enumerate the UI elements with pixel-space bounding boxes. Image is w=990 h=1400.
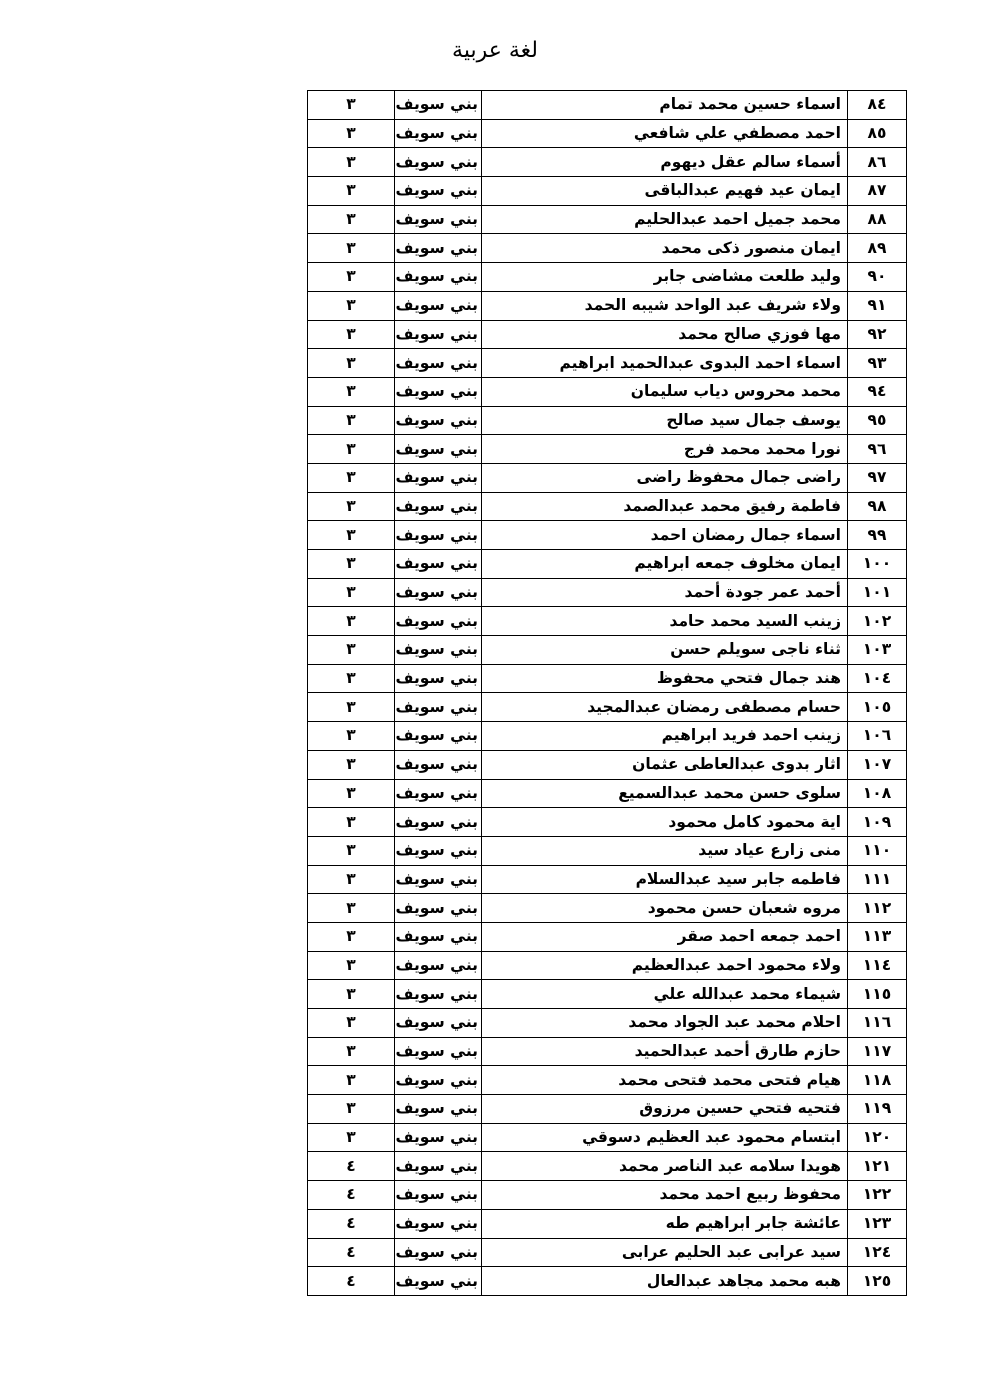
table-row bbox=[308, 521, 907, 550]
governorate: بني سويف bbox=[395, 1181, 482, 1210]
person-name: هويدا سلامه عبد الناصر محمد bbox=[482, 1152, 848, 1181]
person-name: حازم طارق أحمد عبدالحميد bbox=[482, 1037, 848, 1066]
person-name: اسماء حسين محمد تمام bbox=[482, 91, 848, 120]
person-name: شيماء محمد عبدالله علي bbox=[482, 980, 848, 1009]
governorate: بني سويف bbox=[395, 865, 482, 894]
person-name: ولاء محمود احمد عبدالعظيم bbox=[482, 951, 848, 980]
table-row bbox=[308, 1209, 907, 1238]
governorate: بني سويف bbox=[395, 1009, 482, 1038]
level-value: ٣ bbox=[308, 148, 395, 177]
person-name: ايمان منصور ذكى محمد bbox=[482, 234, 848, 263]
row-number: ١١٢ bbox=[848, 894, 907, 923]
person-name: اية محمود كامل محمود bbox=[482, 808, 848, 837]
table-row bbox=[308, 578, 907, 607]
governorate: بني سويف bbox=[395, 980, 482, 1009]
row-number: ١٠١ bbox=[848, 578, 907, 607]
governorate: بني سويف bbox=[395, 263, 482, 292]
governorate: بني سويف bbox=[395, 291, 482, 320]
governorate: بني سويف bbox=[395, 722, 482, 751]
person-name: ايمان مخلوف جمعه ابراهيم bbox=[482, 550, 848, 579]
row-number: ١٠٠ bbox=[848, 550, 907, 579]
row-number: ٩٤ bbox=[848, 377, 907, 406]
person-name: ايمان عيد فهيم عبدالباقى bbox=[482, 177, 848, 206]
level-value: ٣ bbox=[308, 119, 395, 148]
row-number: ١٠٨ bbox=[848, 779, 907, 808]
row-number: ٨٤ bbox=[848, 91, 907, 120]
level-value: ٣ bbox=[308, 406, 395, 435]
level-value: ٣ bbox=[308, 607, 395, 636]
table-row bbox=[308, 808, 907, 837]
level-value: ٣ bbox=[308, 234, 395, 263]
row-number: ٨٩ bbox=[848, 234, 907, 263]
governorate: بني سويف bbox=[395, 779, 482, 808]
level-value: ٣ bbox=[308, 1037, 395, 1066]
row-number: ٩٩ bbox=[848, 521, 907, 550]
person-name: حسام مصطفى رمضان عبدالمجيد bbox=[482, 693, 848, 722]
person-name: احمد جمعه احمد صقر bbox=[482, 922, 848, 951]
table-row bbox=[308, 291, 907, 320]
governorate: بني سويف bbox=[395, 320, 482, 349]
person-name: هند جمال فتحي محفوظ bbox=[482, 664, 848, 693]
table-row bbox=[308, 894, 907, 923]
level-value: ٣ bbox=[308, 722, 395, 751]
table-row bbox=[308, 91, 907, 120]
level-value: ٣ bbox=[308, 320, 395, 349]
table-row bbox=[308, 922, 907, 951]
person-name: نورا محمد محمد فرج bbox=[482, 435, 848, 464]
table-row bbox=[308, 205, 907, 234]
person-name: فاطمة رفيق محمد عبدالصمد bbox=[482, 492, 848, 521]
table-row bbox=[308, 1238, 907, 1267]
table-row bbox=[308, 550, 907, 579]
table-row bbox=[308, 1009, 907, 1038]
person-name: ولاء شريف عبد الواحد شيبه الحمد bbox=[482, 291, 848, 320]
table-row bbox=[308, 148, 907, 177]
row-number: ١١٣ bbox=[848, 922, 907, 951]
table-row bbox=[308, 693, 907, 722]
table-row bbox=[308, 664, 907, 693]
table-row bbox=[308, 406, 907, 435]
row-number: ١٠٦ bbox=[848, 722, 907, 751]
governorate: بني سويف bbox=[395, 406, 482, 435]
governorate: بني سويف bbox=[395, 664, 482, 693]
person-name: وليد طلعت مشاضى جابر bbox=[482, 263, 848, 292]
row-number: ١٢٥ bbox=[848, 1267, 907, 1296]
table-row bbox=[308, 607, 907, 636]
person-name: محفوظ ربيع احمد محمد bbox=[482, 1181, 848, 1210]
row-number: ٩١ bbox=[848, 291, 907, 320]
level-value: ٣ bbox=[308, 750, 395, 779]
table-row bbox=[308, 865, 907, 894]
person-name: سيد عرابى عبد الحليم عرابى bbox=[482, 1238, 848, 1267]
row-number: ١١٠ bbox=[848, 836, 907, 865]
table-row bbox=[308, 463, 907, 492]
person-name: اسماء جمال رمضان احمد bbox=[482, 521, 848, 550]
row-number: ١١٨ bbox=[848, 1066, 907, 1095]
level-value: ٤ bbox=[308, 1181, 395, 1210]
governorate: بني سويف bbox=[395, 951, 482, 980]
row-number: ١٠٧ bbox=[848, 750, 907, 779]
governorate: بني سويف bbox=[395, 1066, 482, 1095]
level-value: ٣ bbox=[308, 377, 395, 406]
person-name: هبه محمد مجاهد عبدالعال bbox=[482, 1267, 848, 1296]
level-value: ٣ bbox=[308, 808, 395, 837]
governorate: بني سويف bbox=[395, 578, 482, 607]
row-number: ١١٩ bbox=[848, 1095, 907, 1124]
row-number: ١٢٣ bbox=[848, 1209, 907, 1238]
person-name: راضى جمال محفوظ راضى bbox=[482, 463, 848, 492]
row-number: ١٢١ bbox=[848, 1152, 907, 1181]
governorate: بني سويف bbox=[395, 894, 482, 923]
governorate: بني سويف bbox=[395, 377, 482, 406]
governorate: بني سويف bbox=[395, 91, 482, 120]
row-number: ٩٠ bbox=[848, 263, 907, 292]
governorate: بني سويف bbox=[395, 1267, 482, 1296]
row-number: ١٠٤ bbox=[848, 664, 907, 693]
level-value: ٤ bbox=[308, 1238, 395, 1267]
person-name: زينب احمد فريد ابراهيم bbox=[482, 722, 848, 751]
table-row bbox=[308, 320, 907, 349]
row-number: ٨٦ bbox=[848, 148, 907, 177]
person-name: أسماء سالم عقل ديهوم bbox=[482, 148, 848, 177]
person-name: عائشة جابر ابراهيم طه bbox=[482, 1209, 848, 1238]
level-value: ٣ bbox=[308, 836, 395, 865]
table-row bbox=[308, 1123, 907, 1152]
row-number: ١١١ bbox=[848, 865, 907, 894]
table-row bbox=[308, 636, 907, 665]
governorate: بني سويف bbox=[395, 1209, 482, 1238]
level-value: ٤ bbox=[308, 1267, 395, 1296]
level-value: ٣ bbox=[308, 980, 395, 1009]
level-value: ٣ bbox=[308, 205, 395, 234]
page-title: لغة عربية bbox=[452, 38, 538, 63]
names-table bbox=[307, 90, 907, 1296]
governorate: بني سويف bbox=[395, 205, 482, 234]
row-number: ١١٦ bbox=[848, 1009, 907, 1038]
row-number: ٩٦ bbox=[848, 435, 907, 464]
row-number: ١١٧ bbox=[848, 1037, 907, 1066]
row-number: ١٢٤ bbox=[848, 1238, 907, 1267]
governorate: بني سويف bbox=[395, 1238, 482, 1267]
governorate: بني سويف bbox=[395, 607, 482, 636]
person-name: هيام فتحى محمد فتحى محمد bbox=[482, 1066, 848, 1095]
person-name: فتحيه فتحي حسين مرزوق bbox=[482, 1095, 848, 1124]
level-value: ٣ bbox=[308, 578, 395, 607]
person-name: يوسف جمال سيد صالح bbox=[482, 406, 848, 435]
table-row bbox=[308, 750, 907, 779]
governorate: بني سويف bbox=[395, 1095, 482, 1124]
level-value: ٤ bbox=[308, 1209, 395, 1238]
person-name: محمد جميل احمد عبدالحليم bbox=[482, 205, 848, 234]
governorate: بني سويف bbox=[395, 1037, 482, 1066]
person-name: احلام محمد عبد الجواد محمد bbox=[482, 1009, 848, 1038]
level-value: ٣ bbox=[308, 521, 395, 550]
table-row bbox=[308, 263, 907, 292]
person-name: مروه شعبان حسن محمود bbox=[482, 894, 848, 923]
table-row bbox=[308, 1181, 907, 1210]
person-name: محمد محروس دياب سليمان bbox=[482, 377, 848, 406]
row-number: ٩٢ bbox=[848, 320, 907, 349]
table-body bbox=[308, 91, 907, 1296]
table-row bbox=[308, 1152, 907, 1181]
table-row bbox=[308, 836, 907, 865]
table-row bbox=[308, 1066, 907, 1095]
level-value: ٣ bbox=[308, 951, 395, 980]
level-value: ٣ bbox=[308, 463, 395, 492]
level-value: ٣ bbox=[308, 492, 395, 521]
governorate: بني سويف bbox=[395, 1123, 482, 1152]
person-name: فاطمه جابر سيد عبدالسلام bbox=[482, 865, 848, 894]
person-name: زينب السيد محمد حامد bbox=[482, 607, 848, 636]
person-name: احمد مصطفي علي شافعي bbox=[482, 119, 848, 148]
level-value: ٣ bbox=[308, 636, 395, 665]
row-number: ٩٥ bbox=[848, 406, 907, 435]
row-number: ١٠٢ bbox=[848, 607, 907, 636]
row-number: ١٠٩ bbox=[848, 808, 907, 837]
level-value: ٣ bbox=[308, 779, 395, 808]
level-value: ٣ bbox=[308, 291, 395, 320]
governorate: بني سويف bbox=[395, 550, 482, 579]
person-name: ابتسام محمود عبد العظيم دسوقي bbox=[482, 1123, 848, 1152]
level-value: ٣ bbox=[308, 263, 395, 292]
table-row bbox=[308, 779, 907, 808]
governorate: بني سويف bbox=[395, 693, 482, 722]
row-number: ١٢٠ bbox=[848, 1123, 907, 1152]
level-value: ٣ bbox=[308, 693, 395, 722]
row-number: ٨٨ bbox=[848, 205, 907, 234]
table-row bbox=[308, 435, 907, 464]
row-number: ٩٧ bbox=[848, 463, 907, 492]
person-name: اسماء احمد البدوى عبدالحميد ابراهيم bbox=[482, 349, 848, 378]
governorate: بني سويف bbox=[395, 148, 482, 177]
governorate: بني سويف bbox=[395, 349, 482, 378]
row-number: ١٠٥ bbox=[848, 693, 907, 722]
level-value: ٣ bbox=[308, 177, 395, 206]
governorate: بني سويف bbox=[395, 836, 482, 865]
row-number: ١٢٢ bbox=[848, 1181, 907, 1210]
governorate: بني سويف bbox=[395, 492, 482, 521]
row-number: ٨٧ bbox=[848, 177, 907, 206]
person-name: اثار بدوى عبدالعاطى عثمان bbox=[482, 750, 848, 779]
level-value: ٣ bbox=[308, 1123, 395, 1152]
level-value: ٣ bbox=[308, 1095, 395, 1124]
level-value: ٤ bbox=[308, 1152, 395, 1181]
governorate: بني سويف bbox=[395, 119, 482, 148]
table-row bbox=[308, 951, 907, 980]
table-row bbox=[308, 1095, 907, 1124]
table-row bbox=[308, 119, 907, 148]
level-value: ٣ bbox=[308, 349, 395, 378]
row-number: ١١٥ bbox=[848, 980, 907, 1009]
level-value: ٣ bbox=[308, 550, 395, 579]
table-row bbox=[308, 177, 907, 206]
governorate: بني سويف bbox=[395, 234, 482, 263]
table-row bbox=[308, 1037, 907, 1066]
table-row bbox=[308, 492, 907, 521]
row-number: ٨٥ bbox=[848, 119, 907, 148]
governorate: بني سويف bbox=[395, 808, 482, 837]
table-row bbox=[308, 377, 907, 406]
table-row bbox=[308, 234, 907, 263]
governorate: بني سويف bbox=[395, 922, 482, 951]
governorate: بني سويف bbox=[395, 636, 482, 665]
row-number: ٩٨ bbox=[848, 492, 907, 521]
row-number: ١٠٣ bbox=[848, 636, 907, 665]
row-number: ٩٣ bbox=[848, 349, 907, 378]
table-row bbox=[308, 980, 907, 1009]
table-row bbox=[308, 1267, 907, 1296]
person-name: ثناء ناجى سويلم حسن bbox=[482, 636, 848, 665]
governorate: بني سويف bbox=[395, 463, 482, 492]
level-value: ٣ bbox=[308, 91, 395, 120]
row-number: ١١٤ bbox=[848, 951, 907, 980]
person-name: سلوى حسن محمد عبدالسميع bbox=[482, 779, 848, 808]
person-name: منى زارع عياد سيد bbox=[482, 836, 848, 865]
governorate: بني سويف bbox=[395, 435, 482, 464]
level-value: ٣ bbox=[308, 1066, 395, 1095]
governorate: بني سويف bbox=[395, 521, 482, 550]
level-value: ٣ bbox=[308, 865, 395, 894]
table-row bbox=[308, 722, 907, 751]
level-value: ٣ bbox=[308, 1009, 395, 1038]
level-value: ٣ bbox=[308, 922, 395, 951]
governorate: بني سويف bbox=[395, 177, 482, 206]
level-value: ٣ bbox=[308, 894, 395, 923]
level-value: ٣ bbox=[308, 435, 395, 464]
person-name: أحمد عمر جودة أحمد bbox=[482, 578, 848, 607]
governorate: بني سويف bbox=[395, 750, 482, 779]
level-value: ٣ bbox=[308, 664, 395, 693]
person-name: مها فوزي صالح محمد bbox=[482, 320, 848, 349]
governorate: بني سويف bbox=[395, 1152, 482, 1181]
table-row bbox=[308, 349, 907, 378]
